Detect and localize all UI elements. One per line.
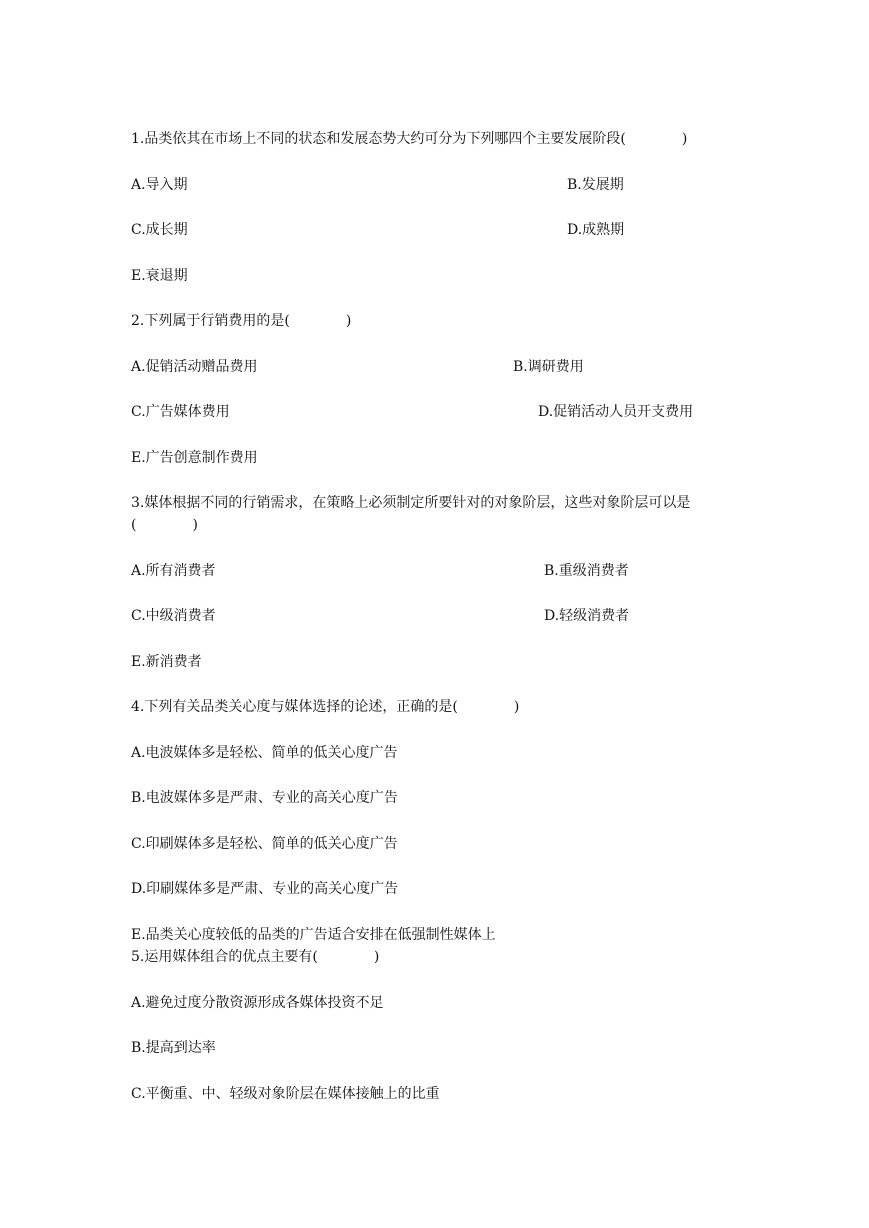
- question-3-option-d: D.轻级消费者: [544, 608, 630, 624]
- question-1-option-c: C.成长期: [131, 222, 188, 238]
- question-2-option-e: E.广告创意制作费用: [131, 450, 258, 466]
- question-2-option-c: C.广告媒体费用: [131, 404, 230, 420]
- question-2-stem: 2.下列属于行销费用的是( ): [131, 313, 352, 329]
- question-4-option-c: C.印刷媒体多是轻松、简单的低关心度广告: [131, 836, 398, 852]
- question-1-option-a: A.导入期: [131, 177, 188, 193]
- question-1-option-b: B.发展期: [567, 177, 624, 193]
- question-3-stem: 3.媒体根据不同的行销需求，在策略上必须制定所要针对的对象阶层，这些对象阶层可以是: [131, 495, 691, 511]
- question-2-option-b: B.调研费用: [513, 359, 584, 375]
- question-2-option-a: A.促销活动赠品费用: [131, 359, 258, 375]
- question-4-option-b: B.电波媒体多是严肃、专业的高关心度广告: [131, 790, 398, 806]
- question-3-option-e: E.新消费者: [131, 654, 202, 670]
- question-5-option-b: B.提高到达率: [131, 1040, 216, 1056]
- question-4-option-d: D.印刷媒体多是严肃、专业的高关心度广告: [131, 881, 399, 897]
- question-4-stem: 4.下列有关品类关心度与媒体选择的论述，正确的是( ): [131, 699, 520, 715]
- question-1-option-d: D.成熟期: [567, 222, 625, 238]
- question-4-option-a: A.电波媒体多是轻松、简单的低关心度广告: [131, 745, 398, 761]
- question-2-option-d: D.促销活动人员开支费用: [538, 404, 694, 420]
- question-1-option-e: E.衰退期: [131, 268, 188, 284]
- question-3-option-a: A.所有消费者: [131, 563, 216, 579]
- question-5-option-c: C.平衡重、中、轻级对象阶层在媒体接触上的比重: [131, 1086, 440, 1102]
- question-3-option-c: C.中级消费者: [131, 608, 216, 624]
- question-5-option-a: A.避免过度分散资源形成各媒体投资不足: [131, 995, 384, 1011]
- question-1-stem: 1.品类依其在市场上不同的状态和发展态势大约可分为下列哪四个主要发展阶段( ): [131, 131, 688, 147]
- question-4-option-e: E.品类关心度较低的品类的广告适合安排在低强制性媒体上: [131, 927, 496, 943]
- question-3-stem-continuation: ( ): [131, 517, 198, 533]
- question-5-stem: 5.运用媒体组合的优点主要有( ): [131, 949, 380, 965]
- question-3-option-b: B.重级消费者: [544, 563, 629, 579]
